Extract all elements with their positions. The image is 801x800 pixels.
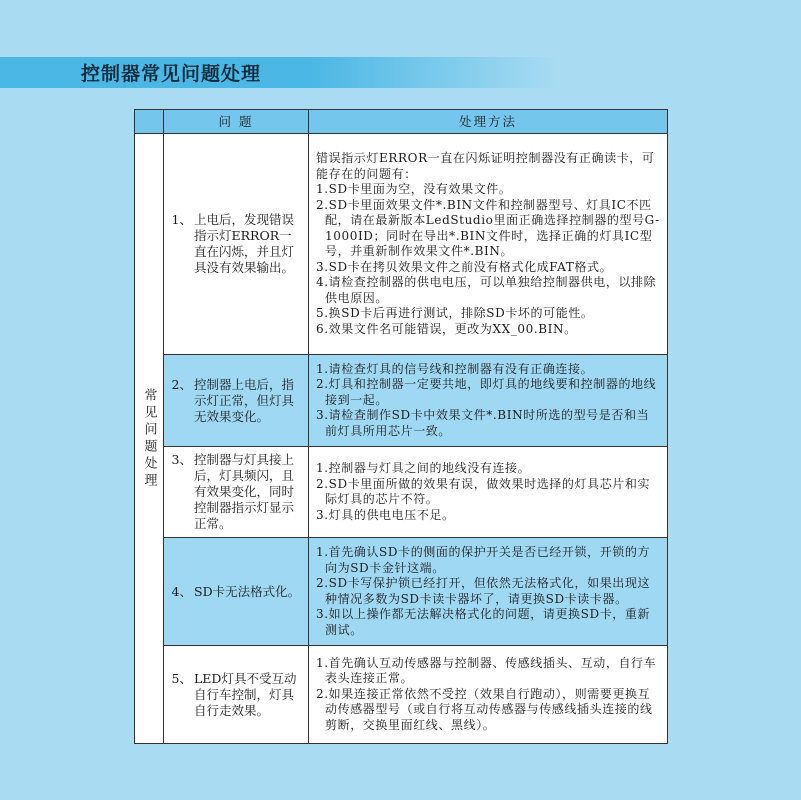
solution-cell — [309, 646, 667, 743]
solution-line: 错误指示灯ERROR一直在闪烁证明控制器没有正确读卡，可能存在的问题有： — [316, 151, 655, 181]
solution-line: 3.如以上操作都无法解决格式化的问题，请更换SD卡，重新测试。 — [316, 607, 651, 637]
question-text: SD卡无法格式化。 — [194, 583, 301, 599]
solution-line: 1.请检查灯具的信号线和控制器有没有正确连接。 — [316, 361, 594, 376]
solution-line: 1.SD卡里面为空，没有效果文件。 — [316, 182, 512, 196]
question-number: 2、 — [171, 376, 192, 392]
header-question: 问 题 — [164, 110, 309, 133]
question-text: LED灯具不受互动自行车控制，灯具自行走效果。 — [194, 670, 297, 718]
question-cell — [164, 134, 309, 354]
question-number: 4、 — [171, 583, 192, 599]
title-banner — [0, 57, 560, 88]
table-row — [164, 538, 667, 646]
question-cell — [164, 538, 309, 645]
solution-line: 3.请检查制作SD卡中效果文件*.BIN时所选的型号是否和当前灯具所用芯片一致。 — [316, 408, 650, 438]
question-number: 1、 — [171, 212, 192, 227]
solution-line: 1.首先确认SD卡的侧面的保护开关是否已经开锁，开锁的方向为SD卡金针这端。 — [316, 545, 651, 575]
category-label: 常见问题处理 — [141, 387, 157, 490]
solution-line: 2.SD卡里面所做的效果有误，做效果时选择的灯具芯片和实际灯具的芯片不符。 — [316, 476, 651, 506]
table-row — [164, 447, 667, 538]
solution-cell — [309, 447, 667, 537]
table-header — [135, 110, 667, 134]
solution-cell — [309, 355, 667, 446]
question-number: 5、 — [171, 670, 192, 686]
question-text: 控制器与灯具接上后，灯具频闪，且有效果变化，同时控制器指示灯显示正常。 — [194, 452, 295, 531]
solution-line: 6.效果文件名可能错误，更改为XX_00.BIN。 — [316, 321, 577, 336]
table-row — [164, 134, 667, 355]
table-row — [164, 646, 667, 743]
solution-line: 2.如果连接正常依然不受控（效果自行跑动），则需要更换互动传感器型号（或自行将互动传感器与传感线插头连接的线剪断，交换里面红线、黑线）。 — [316, 686, 653, 732]
page-title: 控制器常见问题处理 — [81, 63, 262, 85]
question-cell — [164, 447, 309, 537]
solution-line: 2.SD卡写保护锁已经打开，但依然无法格式化，如果出现这种情况多数为SD卡读卡器坏了，请更换SD卡读卡器。 — [316, 576, 651, 606]
header-solution: 处理方法 — [458, 114, 517, 129]
solution-cell — [309, 538, 667, 645]
question-text: 控制器上电后，指示灯正常，但灯具无效果变化。 — [194, 376, 295, 424]
header-category-cell — [135, 110, 164, 133]
question-number: 3、 — [171, 452, 192, 467]
solution-line: 3.灯具的供电电压不足。 — [316, 507, 455, 522]
solution-line: 2.灯具和控制器一定要共地，即灯具的地线要和控制器的地线接到一起。 — [316, 377, 657, 407]
solution-line: 5.换SD卡后再进行测试，排除SD卡坏的可能性。 — [316, 306, 594, 320]
solution-line: 1.首先确认互动传感器与控制器、传感线插头、互动，自行车表头连接正常。 — [316, 655, 657, 686]
category-cell — [135, 134, 164, 743]
table-row — [164, 355, 667, 447]
solution-line: 3.SD卡在拷贝效果文件之前没有格式化成FAT格式。 — [316, 259, 613, 274]
faq-table — [134, 109, 668, 744]
question-text: 上电后，发现错误指示灯ERROR一直在闪烁，并且灯具没有效果输出。 — [194, 212, 295, 275]
question-cell — [164, 355, 309, 446]
solution-line: 4.请检查控制器的供电电压，可以单独给控制器供电，以排除供电原因。 — [316, 275, 657, 305]
solution-cell — [309, 134, 667, 354]
solution-line: 1.控制器与灯具之间的地线没有连接。 — [316, 461, 531, 475]
question-cell — [164, 646, 309, 743]
solution-line: 2.SD卡里面效果文件*.BIN文件和控制器型号、灯具IC不匹配，请在最新版本LedStudio里面正确选择控制器的型号G-1000ID；同时在导出*.BIN文件时，选择正确的灯具IC型号，并重新制作效果文件*.BIN。 — [316, 197, 660, 258]
